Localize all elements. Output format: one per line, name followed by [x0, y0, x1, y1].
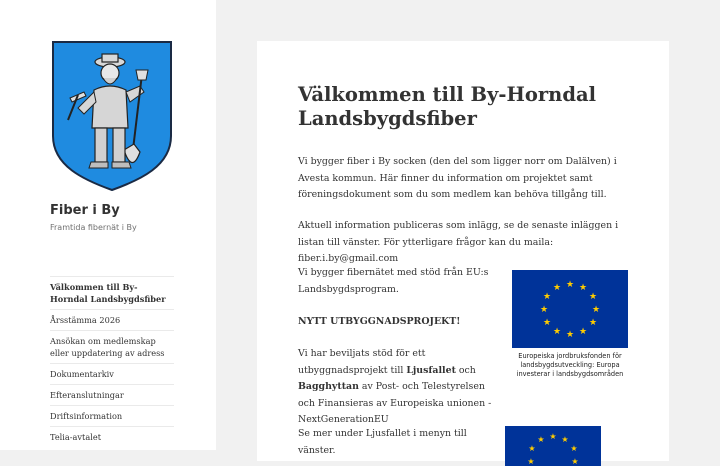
svg-text:★: ★ [552, 283, 562, 293]
svg-text:★: ★ [549, 432, 557, 441]
svg-text:★: ★ [542, 292, 552, 302]
svg-text:★: ★ [552, 327, 562, 337]
eu-flag-image-2 [505, 426, 601, 466]
ljusfallet-label: Ljusfallet [406, 364, 456, 376]
svg-text:★: ★ [571, 457, 579, 466]
menu-item-arsstamma[interactable]: Årsstämma 2026 [50, 309, 174, 330]
project-text-d: av Post- och Telestyrelsen och Finansieras av Europeiska unionen -NextGenerationEU [298, 381, 492, 425]
intro-paragraph: Vi bygger fiber i By socken (den del som ligger norr om Dalälven) i Avesta kommun. Här finner du information om projektet samt föreningsdokument som du som medlem kan behöva tillgång till. [298, 156, 617, 200]
svg-text:★: ★ [588, 318, 598, 328]
bagghyttan-label: Bagghyttan [298, 381, 359, 392]
svg-text:★: ★ [539, 305, 549, 315]
svg-text:★: ★ [537, 435, 545, 444]
svg-text:★: ★ [527, 457, 535, 466]
menu-item-telia-avtalet[interactable]: Telia-avtalet [50, 426, 174, 447]
info-paragraph: Aktuell information publiceras som inlägg, se de senaste inläggen i listan till vänster. För ytterligare frågor kan du maila: fiber.i.by@gmail.com [298, 220, 619, 264]
sidebar-menu [50, 276, 174, 447]
svg-text:★: ★ [561, 435, 569, 444]
sidebar [0, 0, 216, 450]
svg-text:★: ★ [565, 280, 575, 290]
see-more-paragraph: Se mer under Ljusfallet i menyn till vänster. [298, 428, 467, 456]
project-paragraph [298, 346, 498, 429]
eu-flag-image [512, 270, 628, 348]
svg-text:★: ★ [570, 444, 578, 453]
menu-item-driftsinformation[interactable]: Driftsinformation [50, 405, 174, 426]
svg-text:★: ★ [565, 330, 575, 340]
eu-fund-caption: Europeiska jordbruksfonden för landsbygdsutveckling: Europa investerar i landsbygdsområden [516, 352, 624, 378]
site-description: Framtida fibernät i By [50, 223, 137, 232]
svg-text:★: ★ [528, 444, 536, 453]
project-text-c: och [455, 364, 476, 376]
svg-text:★: ★ [578, 327, 588, 337]
menu-item-valkommen[interactable]: Välkommen till By-Horndal Landsbygdsfiber [50, 276, 174, 309]
menu-item-efteranslutningar[interactable]: Efteranslutningar [50, 384, 174, 405]
svg-text:★: ★ [591, 305, 601, 315]
menu-item-ansokan[interactable]: Ansökan om medlemskap eller uppdatering av adress [50, 330, 174, 363]
project-text-a: Vi har beviljats stöd för ett utbyggnadsprojekt till [298, 348, 426, 376]
site-title[interactable]: Fiber i By [50, 203, 120, 218]
svg-text:★: ★ [542, 318, 552, 328]
svg-text:★: ★ [588, 292, 598, 302]
menu-item-dokumentarkiv[interactable]: Dokumentarkiv [50, 363, 174, 384]
main-article [257, 41, 669, 466]
coat-of-arms-logo[interactable] [50, 40, 174, 192]
eu-support-paragraph: Vi bygger fibernätet med stöd från EU:s Landsbygdsprogram. [298, 267, 489, 295]
new-project-heading: NYTT UTBYGGNADSPROJEKT! [298, 316, 461, 327]
svg-text:★: ★ [578, 283, 588, 293]
page-title: Välkommen till By-Horndal Landsbygdsfiber [298, 83, 597, 130]
